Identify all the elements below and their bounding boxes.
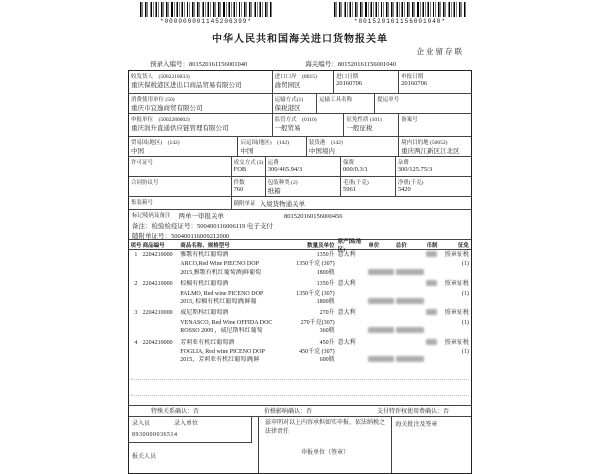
barcode-right	[334, 2, 466, 25]
field-transport-name	[317, 94, 375, 113]
item-qty-line1: 270升	[319, 310, 335, 317]
item-tax-mode: 照章征税	[444, 310, 469, 317]
item-qty-line2: 1350千克 (307)	[296, 290, 335, 297]
field-value: 中国境内	[308, 148, 335, 155]
field-value: 重庆润升直通供应链管理有限公司	[131, 125, 229, 132]
item-number: 3	[134, 310, 138, 317]
field-net-weight	[396, 177, 471, 196]
customs-number-value: 801520161156001040	[337, 61, 397, 68]
field-label: 监管方式 (0110)	[274, 117, 317, 123]
field-consumer-unit	[129, 94, 273, 113]
field-label: 随附单证	[233, 201, 256, 207]
field-value: 760	[233, 186, 244, 193]
item-name-line2: VENASCO, Red Wine OFFIDA DOC	[180, 319, 273, 326]
field-label: 备案号	[401, 117, 418, 123]
field-value: 3420	[397, 186, 411, 193]
field-supervision-mode	[273, 114, 345, 136]
confirmation-row	[129, 405, 471, 417]
field-label: 成交方式 (3)	[233, 160, 264, 166]
field-label: 进口日期	[336, 74, 359, 80]
item-hs-code: 2204210000	[142, 281, 173, 288]
field-value: 一般征税	[346, 125, 373, 132]
remark-line-1: 备注：检验检疫证号：500400116006119 电子支付	[132, 223, 273, 231]
item-tax-code: (1)	[461, 290, 469, 297]
item-tax-code: (1)	[461, 348, 469, 355]
page-title: 中华人民共和国海关进口货物报关单	[212, 34, 388, 45]
field-departure-country	[238, 137, 306, 156]
item-origin: 意大利	[337, 339, 356, 346]
barcode-row	[128, 0, 472, 25]
field-label: 运输方式(1)	[274, 97, 304, 103]
item-tax-code: (1)	[461, 261, 469, 268]
entry-box	[129, 417, 252, 443]
field-label: 申报日期	[401, 74, 424, 80]
item-currency-redacted	[426, 339, 440, 348]
dotted-divider	[131, 379, 469, 380]
item-name-line2: FOGLIA, Red wine PICENO DOP	[180, 348, 265, 355]
field-value: FOB	[233, 166, 247, 173]
field-import-port	[273, 71, 335, 93]
field-tax-nature	[344, 114, 399, 136]
field-declare-unit	[129, 114, 273, 136]
barcode-left	[140, 2, 272, 25]
field-value: 保税港区	[274, 105, 301, 112]
field-value: 20160706	[336, 80, 363, 87]
customs-number	[305, 59, 396, 68]
customs-declaration-document	[128, 0, 472, 474]
item-qty-line3: 360瓶	[319, 328, 335, 335]
field-label: 合同协议号	[131, 180, 159, 186]
confirmation-value: 否	[193, 409, 200, 416]
col-total-price: 总价	[395, 242, 407, 249]
special-relation-confirmation	[151, 406, 199, 415]
form-row-consignee	[129, 71, 471, 94]
item-tax-code: (1)	[461, 319, 469, 326]
marks-text: 两单一审报关单	[178, 213, 225, 220]
barcode-left-text: *000000001145206399*	[159, 18, 252, 25]
col-tax-exemption: 征免	[457, 242, 469, 249]
confirmation-label: 特殊关系确认：	[151, 409, 194, 416]
barcode-right-bars-icon	[334, 2, 466, 17]
remark-line-2: 随附单证号：500400116009212000	[132, 233, 230, 241]
form-row-countries	[129, 137, 471, 157]
customs-number-label: 海关编号：	[305, 61, 338, 68]
goods-item-row	[129, 308, 471, 337]
field-value: 一般贸易	[274, 125, 301, 132]
copy-label: 企业留存联	[416, 47, 464, 56]
blank-zone	[129, 367, 471, 405]
field-package-type	[266, 177, 341, 196]
field-insurance	[341, 157, 396, 176]
item-origin: 意大利	[337, 310, 356, 317]
item-origin: 意大利	[337, 281, 356, 288]
declaration-form	[128, 70, 472, 474]
item-number: 4	[134, 339, 138, 346]
field-label: 申报单位 (5002280002)	[131, 117, 190, 123]
dotted-divider	[131, 395, 469, 396]
item-number: 2	[134, 281, 138, 288]
goods-item-row	[129, 279, 471, 308]
form-row-consumer	[129, 94, 471, 114]
field-label: 境内目的地 (50052)	[401, 140, 448, 146]
item-origin: 意大利	[337, 252, 356, 258]
col-currency: 币制	[426, 242, 438, 249]
item-currency-redacted	[426, 309, 440, 318]
item-qty-line3: 600瓶	[319, 357, 335, 364]
entry-code: 8930000036514	[132, 431, 178, 438]
col-quantity: 数量及单位	[307, 242, 335, 249]
marks-number: 801520160156000456	[284, 213, 343, 220]
barcode-left-bars-icon	[140, 2, 272, 17]
field-label: 征免性质 (101)	[346, 117, 382, 123]
col-unit-price: 单价	[368, 242, 380, 249]
field-destination	[399, 137, 471, 156]
item-hs-code: 2204210000	[142, 252, 173, 258]
item-name-line1: 芳莉亚有机红葡萄酒	[180, 339, 235, 346]
royalty-confirmation	[377, 406, 449, 415]
field-license-number	[129, 157, 232, 176]
item-name-line3: 2015,雅歌有机红葡萄酒|鲜葡萄	[180, 269, 261, 276]
field-value: 中国	[131, 148, 144, 155]
item-tax-mode: 照章征税	[444, 281, 469, 288]
field-label: 收发货人 (5002210033)	[131, 74, 190, 80]
item-unit-price-redacted	[368, 327, 395, 336]
item-name-line3: 2015，芳莉亚有机红葡萄酒|鲜	[180, 357, 260, 364]
item-total-price-redacted	[396, 298, 427, 307]
field-freight	[266, 157, 341, 176]
field-loading-port	[307, 137, 399, 156]
field-label: 消费使用单位 (50)	[131, 97, 175, 103]
col-hs-code: 商品编号	[142, 242, 165, 249]
item-tax-mode: 照章征税	[444, 339, 469, 346]
field-misc-fee	[396, 157, 471, 176]
item-currency-redacted	[426, 280, 440, 289]
field-label: 件数	[233, 180, 245, 186]
item-qty-line3: 1800瓶	[316, 298, 335, 305]
item-qty-line2: 1350千克 (307)	[296, 261, 335, 268]
marks-label: 标记唛码及备注	[132, 213, 171, 219]
entry-clerk-label: 录入员	[132, 420, 151, 427]
preentry-label: 预录入编号：	[150, 61, 189, 68]
field-record-number	[399, 114, 471, 136]
goods-item-row	[129, 338, 471, 367]
preentry-value: 801520161156001040	[189, 61, 248, 68]
field-label: 包装种类 (2)	[267, 180, 298, 186]
item-name-line3: 2015, 棕榈有机红葡萄酒|鲜葡	[180, 298, 257, 305]
goods-header-row	[129, 238, 471, 253]
field-label: 保费	[343, 160, 355, 166]
marks-and-remarks	[129, 210, 471, 239]
field-declare-date	[399, 71, 471, 93]
item-tax-mode: 照章征税	[444, 252, 469, 258]
field-label: 装货港 (142)	[308, 140, 343, 146]
confirmation-value: 否	[442, 409, 449, 416]
field-value: 中国	[240, 148, 254, 155]
preentry-number	[150, 59, 247, 68]
item-currency-redacted	[426, 251, 440, 260]
col-origin: 原产国(地区)	[337, 238, 362, 253]
field-value: 入境货物通关单	[259, 200, 306, 208]
reference-numbers	[150, 59, 472, 68]
field-label: 许可证号	[131, 160, 154, 166]
item-qty-line2: 270千克(307)	[300, 319, 335, 326]
item-qty-line2: 450千克 (307)	[299, 348, 335, 355]
confirmation-label: 价格影响确认：	[263, 409, 306, 416]
field-label: 运费	[267, 160, 279, 166]
goods-items	[129, 250, 471, 367]
field-label: 净重(千克)	[397, 180, 424, 186]
field-label: 杂费	[397, 160, 409, 166]
field-container-number	[129, 197, 232, 209]
col-goods-name: 商品名称、规格型号	[180, 242, 230, 249]
col-item-no: 项号	[130, 242, 142, 249]
broker-label: 报关人员	[132, 453, 157, 460]
item-total-price-redacted	[396, 269, 427, 278]
item-number: 1	[134, 252, 138, 258]
item-qty-line3: 1800瓶	[316, 269, 335, 276]
field-label: 贸易国(地区) (142)	[131, 140, 180, 146]
field-label: 进口口岸 (8015)	[274, 74, 317, 80]
item-unit-price-redacted	[368, 269, 395, 278]
form-row-container	[129, 197, 471, 210]
form-row-declare-unit	[129, 114, 471, 137]
field-value: 渝贸园区	[274, 82, 301, 89]
form-row-marks	[129, 210, 471, 240]
field-label: 毛重(千克)	[343, 180, 369, 186]
field-contract-number	[129, 177, 232, 196]
field-import-date	[334, 71, 399, 93]
item-qty-line1: 450升	[319, 339, 335, 346]
item-name-line1: 雅歌有机红葡萄酒	[180, 252, 229, 258]
field-label: 运输工具名称	[319, 97, 353, 103]
item-total-price-redacted	[396, 356, 427, 365]
field-bill-number	[375, 94, 471, 113]
field-value: 300/125.75/3	[397, 166, 433, 173]
field-value: 20160706	[401, 80, 428, 87]
field-transport-mode	[273, 94, 317, 113]
item-qty-line1: 1350升	[316, 252, 335, 258]
field-attached-docs	[232, 197, 471, 209]
item-total-price-redacted	[396, 327, 427, 336]
field-value: 000/0.3/1	[343, 166, 368, 173]
item-qty-line1: 1350升	[316, 281, 335, 288]
field-value: 重庆两江新区江北区	[401, 148, 460, 155]
item-hs-code: 2204210000	[142, 339, 173, 346]
field-trade-country	[129, 137, 238, 156]
barcode-right-text: *801520161156001040*	[353, 18, 446, 25]
confirmation-value: 否	[306, 409, 313, 416]
declaration-statement: 兹申明对以上内容承担如实申报、依法纳税之法律责任	[264, 419, 385, 436]
item-name-line3: ROSSO 2009 ，威尼斯科红葡萄	[180, 328, 263, 335]
customs-note-label: 海关批注及签章	[395, 421, 438, 428]
item-name-line1: 威尼斯科红葡萄酒	[180, 310, 229, 317]
price-impact-confirmation	[264, 406, 312, 415]
field-transaction-mode	[232, 157, 266, 176]
field-value: 300/465.94/3	[267, 166, 303, 173]
field-consignee	[129, 71, 273, 93]
item-name-line2: PALMO, Red wine PICENO DOP	[180, 290, 264, 297]
field-value: 重庆市宜逸商贸有限公司	[131, 105, 203, 112]
field-value: 纸箱	[267, 188, 281, 195]
field-label: 集装箱号	[131, 200, 154, 206]
item-unit-price-redacted	[368, 298, 395, 307]
item-unit-price-redacted	[368, 356, 395, 365]
item-hs-code: 2204210000	[142, 310, 173, 317]
confirmation-label: 支付特许权使用费确认：	[376, 409, 443, 416]
field-value: 重庆保税港区进出口商品贸易有限公司	[131, 82, 242, 89]
form-row-fees	[129, 157, 471, 177]
declare-unit-signature-label: 申报单位（签章）	[301, 449, 350, 456]
entry-unit-label: 录入单位	[174, 420, 199, 427]
field-label: 提运单号	[377, 97, 400, 103]
field-value: 5961	[343, 186, 357, 193]
goods-item-row	[129, 250, 471, 279]
item-name-line1: 棕榈有机红葡萄酒	[180, 281, 229, 288]
field-label: 启运国(地区) (142)	[240, 140, 290, 146]
form-row-packages	[129, 177, 471, 197]
item-name-line2: ARCO,Red Wine PIECNO DOP	[180, 261, 259, 268]
field-packages	[232, 177, 266, 196]
field-gross-weight	[341, 177, 396, 196]
